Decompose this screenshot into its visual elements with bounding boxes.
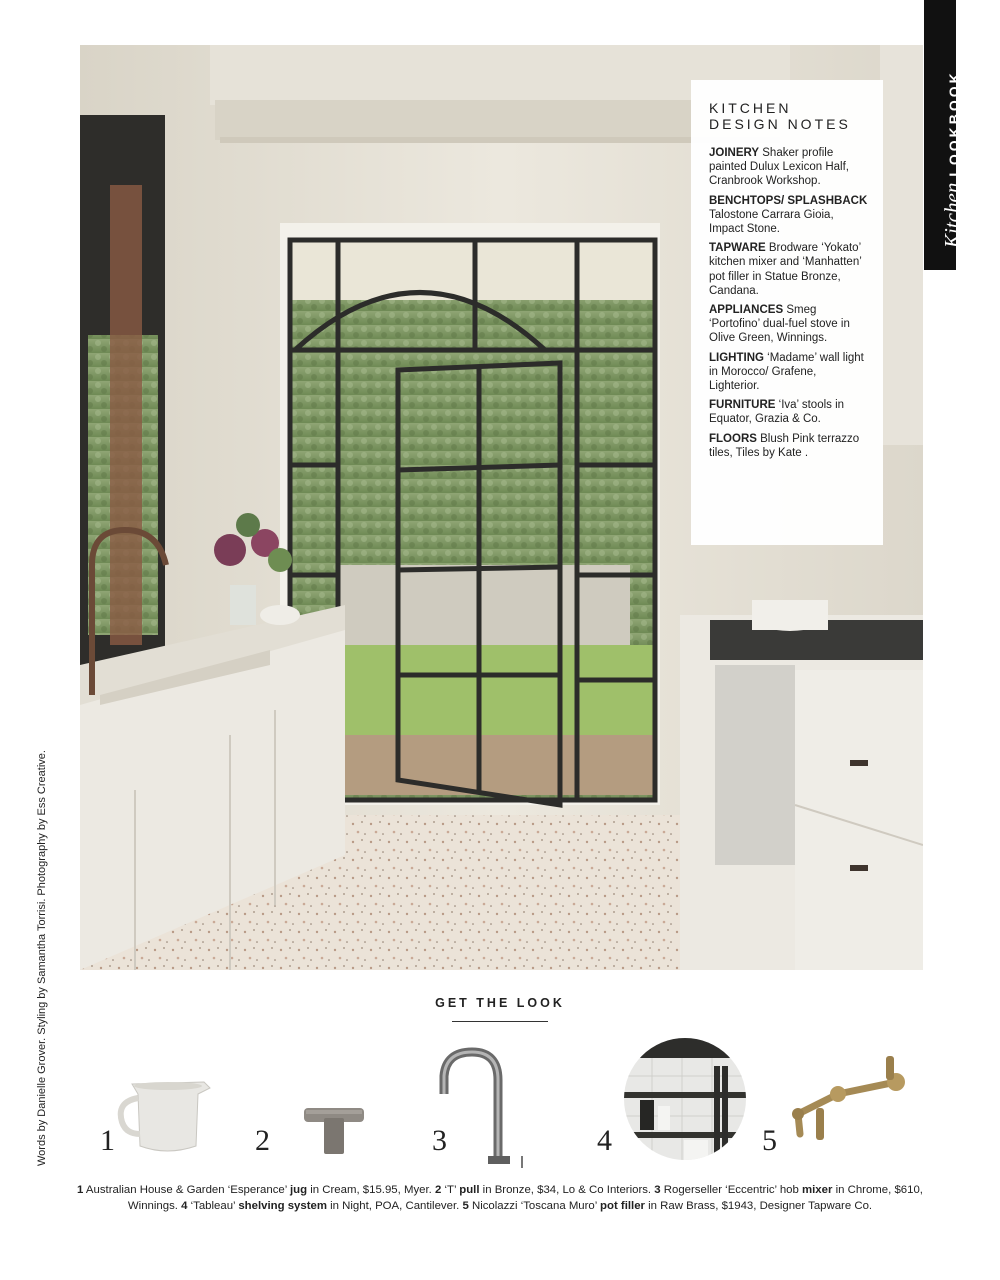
caption-text: in Cream, $15.95, Myer. bbox=[307, 1184, 435, 1196]
caption-text: Nicolazzi ‘Toscana Muro’ bbox=[468, 1200, 601, 1212]
note-text: Shaker profile painted Dulux Lexicon Half, Cranbrook Workshop. bbox=[709, 147, 849, 188]
caption-num: 2 bbox=[434, 1184, 442, 1196]
caption-text: Rogerseller ‘Eccentric’ hob bbox=[660, 1184, 802, 1196]
note-label: FLOORS bbox=[709, 432, 757, 445]
notes-title-line-1: KITCHEN bbox=[709, 100, 792, 116]
note-floors bbox=[709, 432, 869, 460]
caption-text: Australian House & Garden ‘Esperance’ bbox=[83, 1184, 290, 1196]
product-number-3: 3 bbox=[432, 1124, 447, 1157]
note-label: TAPWARE bbox=[709, 242, 766, 255]
note-text: Blush Pink terrazzo tiles, Tiles by Kate . bbox=[709, 432, 860, 459]
caption-text: in Chrome, $610, Winnings. bbox=[127, 1184, 923, 1212]
note-label: FURNITURE bbox=[709, 399, 776, 412]
pot-filler-image bbox=[778, 1052, 910, 1148]
note-appliances bbox=[709, 303, 869, 346]
products-caption bbox=[55, 1182, 945, 1214]
note-joinery bbox=[709, 146, 869, 189]
product-number-4: 4 bbox=[597, 1124, 612, 1157]
caption-item: jug bbox=[290, 1184, 308, 1196]
caption-text: in Bronze, $34, Lo & Co Interiors. bbox=[479, 1184, 655, 1196]
product-number-1: 1 bbox=[100, 1124, 115, 1157]
caption-item: pull bbox=[459, 1184, 480, 1196]
jug-image bbox=[112, 1076, 222, 1156]
caption-item: pot filler bbox=[600, 1200, 645, 1212]
caption-num: 4 bbox=[181, 1200, 188, 1212]
photo-credit: Words by Danielle Grover. Styling by Samantha Torrisi. Photography by Ess Creative. bbox=[36, 750, 48, 1166]
shelving-system-image bbox=[622, 1036, 748, 1162]
caption-text: ‘T’ bbox=[441, 1184, 460, 1196]
section-tab-bold: LOOKBOOK bbox=[946, 70, 962, 177]
caption-num: 1 bbox=[77, 1184, 84, 1196]
kitchen-design-notes bbox=[691, 80, 883, 545]
note-furniture bbox=[709, 398, 869, 426]
caption-num: 3 bbox=[654, 1184, 661, 1196]
note-label: BENCHTOPS/ SPLASHBACK bbox=[709, 194, 868, 207]
note-benchtops bbox=[709, 194, 869, 237]
mixer-tap-image bbox=[432, 1046, 532, 1171]
notes-title-line-2: DESIGN NOTES bbox=[709, 116, 851, 132]
note-text: ‘Iva’ stools in Equator, Grazia & Co. bbox=[709, 399, 845, 426]
note-label: APPLIANCES bbox=[709, 304, 784, 317]
product-number-5: 5 bbox=[762, 1124, 777, 1157]
note-tapware bbox=[709, 241, 869, 298]
caption-num: 5 bbox=[462, 1200, 469, 1212]
note-text: Brodware ‘Yokato’ kitchen mixer and ‘Manhatten’ pot filler in Statue Bronze, Candana. bbox=[709, 242, 862, 297]
section-tab-label bbox=[940, 70, 965, 248]
caption-text: in Raw Brass, $1943, Designer Tapware Co. bbox=[644, 1200, 873, 1212]
note-text: Talostone Carrara Gioia, Impact Stone. bbox=[709, 208, 834, 236]
note-text: ‘Madame’ wall light in Morocco/ Grafene, Lighterior. bbox=[709, 351, 864, 393]
caption-text: in Night, POA, Cantilever. bbox=[326, 1200, 463, 1212]
note-label: LIGHTING bbox=[709, 351, 764, 364]
product-number-2: 2 bbox=[255, 1124, 270, 1157]
caption-item: shelving system bbox=[238, 1200, 327, 1212]
notes-title bbox=[709, 100, 869, 132]
section-tab-italic: Kitchen bbox=[940, 182, 964, 248]
note-lighting bbox=[709, 351, 869, 394]
get-the-look-title: GET THE LOOK bbox=[435, 996, 565, 1010]
note-label: JOINERY bbox=[709, 147, 760, 159]
note-text: Smeg ‘Portofino’ dual-fuel stove in Olive Green, Winnings. bbox=[709, 304, 850, 345]
caption-item: mixer bbox=[802, 1184, 833, 1196]
title-rule bbox=[452, 1021, 548, 1022]
t-pull-image bbox=[302, 1104, 366, 1156]
caption-text: ‘Tableau’ bbox=[187, 1200, 239, 1212]
